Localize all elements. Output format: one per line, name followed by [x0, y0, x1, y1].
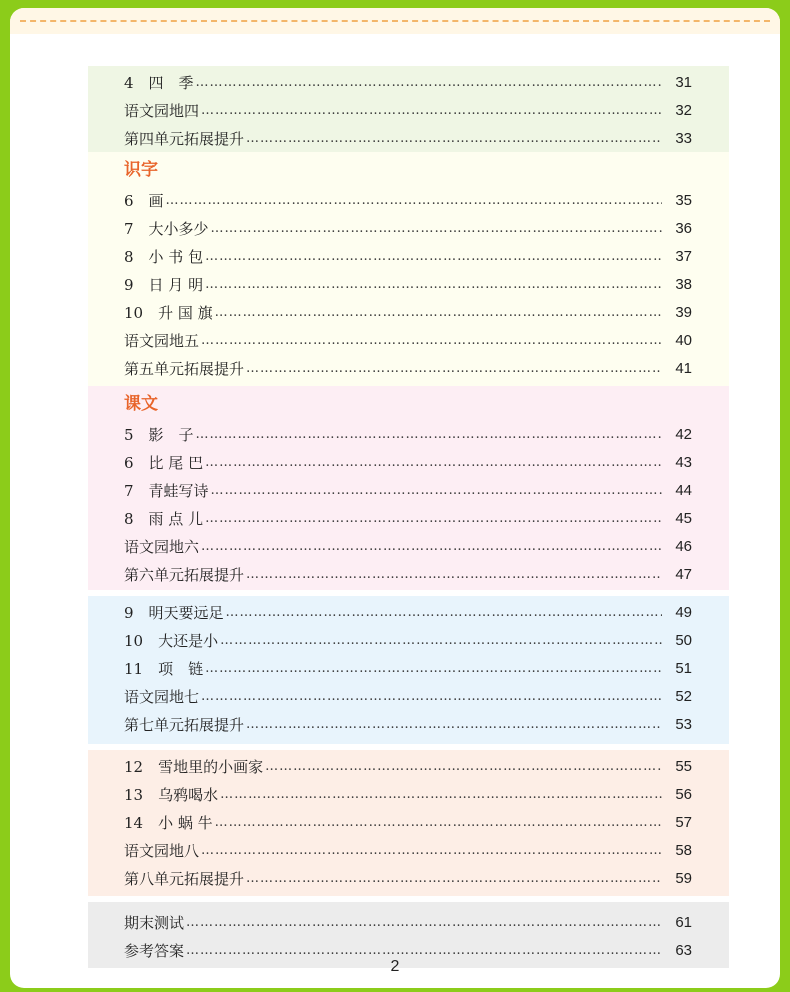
leader-dots	[246, 567, 662, 582]
toc-entry[interactable]	[124, 560, 692, 588]
leader-dots	[246, 717, 662, 732]
toc-entry-page: 41	[675, 359, 692, 377]
toc-entry[interactable]	[124, 504, 692, 532]
toc-section-kewen	[88, 386, 729, 590]
section-heading: 识字	[124, 160, 158, 180]
toc-entry-label: 第七单元拓展提升	[124, 715, 245, 734]
toc-entry-label: 13 乌鸦喝水	[124, 785, 219, 804]
toc-entry-page: 37	[675, 247, 692, 265]
toc-entry-label: 9 日 月 明	[124, 275, 204, 294]
toc-entry-page: 39	[675, 303, 692, 321]
toc-entry[interactable]	[124, 808, 692, 836]
toc-entry[interactable]	[124, 68, 692, 96]
toc-entry-page: 40	[675, 331, 692, 349]
leader-dots	[205, 455, 662, 470]
leader-dots	[201, 333, 662, 348]
book-page	[10, 8, 780, 988]
toc-entry[interactable]	[124, 682, 692, 710]
toc-entry-page: 33	[675, 129, 692, 147]
leader-dots	[166, 193, 662, 208]
leader-dots	[201, 103, 662, 118]
leader-dots	[215, 815, 662, 830]
toc-entry-page: 50	[675, 631, 692, 649]
leader-dots	[201, 843, 662, 858]
toc-entry[interactable]	[124, 96, 692, 124]
toc-entry-page: 61	[675, 913, 692, 931]
toc-entry-label: 7 青蛙写诗	[124, 481, 209, 500]
toc-entry-page: 31	[675, 73, 692, 91]
toc-section-unit8	[88, 750, 729, 896]
dashed-border-line	[20, 20, 770, 22]
leader-dots	[196, 75, 662, 90]
toc-entry-page: 56	[675, 785, 692, 803]
toc-entry-label: 14 小 蜗 牛	[124, 813, 213, 832]
toc-entry-label: 第六单元拓展提升	[124, 565, 245, 584]
toc-entry-label: 第五单元拓展提升	[124, 359, 245, 378]
toc-entry-page: 45	[675, 509, 692, 527]
toc-entry[interactable]	[124, 186, 692, 214]
toc-entry-page: 43	[675, 453, 692, 471]
leader-dots	[201, 539, 662, 554]
table-of-contents	[88, 66, 729, 968]
leader-dots	[246, 361, 662, 376]
toc-entry[interactable]	[124, 420, 692, 448]
toc-entry[interactable]	[124, 864, 692, 892]
leader-dots	[211, 221, 662, 236]
toc-entry-page: 57	[675, 813, 692, 831]
leader-dots	[215, 305, 662, 320]
toc-entry[interactable]	[124, 752, 692, 780]
toc-entry-label: 语文园地四	[124, 101, 200, 120]
toc-entry-label: 期末测试	[124, 913, 185, 932]
toc-section-unit7	[88, 596, 729, 744]
toc-section-unit4	[88, 66, 729, 152]
toc-entry-label: 语文园地八	[124, 841, 200, 860]
leader-dots	[220, 787, 662, 802]
toc-entry-page: 32	[675, 101, 692, 119]
toc-entry[interactable]	[124, 326, 692, 354]
leader-dots	[205, 511, 662, 526]
leader-dots	[196, 427, 662, 442]
toc-entry[interactable]	[124, 598, 692, 626]
leader-dots	[211, 483, 662, 498]
toc-entry-label: 参考答案	[124, 941, 185, 960]
toc-entry-label: 4 四 季	[124, 73, 194, 92]
toc-entry-page: 55	[675, 757, 692, 775]
toc-entry-page: 51	[675, 659, 692, 677]
leader-dots	[205, 277, 662, 292]
toc-entry-label: 8 雨 点 儿	[124, 509, 204, 528]
toc-entry[interactable]	[124, 476, 692, 504]
toc-entry[interactable]	[124, 298, 692, 326]
toc-entry-label: 10 大还是小	[124, 631, 219, 650]
section-heading: 课文	[124, 394, 158, 414]
toc-entry-label: 7 大小多少	[124, 219, 209, 238]
page-number: 2	[390, 958, 400, 975]
toc-entry-label: 语文园地六	[124, 537, 200, 556]
leader-dots	[201, 689, 662, 704]
toc-entry-label: 6 比 尾 巴	[124, 453, 204, 472]
toc-entry[interactable]	[124, 214, 692, 242]
toc-entry[interactable]	[124, 710, 692, 738]
leader-dots	[220, 633, 662, 648]
toc-entry-label: 语文园地七	[124, 687, 200, 706]
leader-dots	[246, 131, 662, 146]
toc-entry-label: 6 画	[124, 191, 164, 210]
toc-entry[interactable]	[124, 654, 692, 682]
toc-entry[interactable]	[124, 124, 692, 152]
leader-dots	[205, 249, 662, 264]
toc-entry-page: 36	[675, 219, 692, 237]
toc-entry-label: 第八单元拓展提升	[124, 869, 245, 888]
toc-entry-page: 42	[675, 425, 692, 443]
toc-entry-label: 10 升 国 旗	[124, 303, 213, 322]
toc-entry-page: 49	[675, 603, 692, 621]
toc-entry[interactable]	[124, 354, 692, 382]
toc-entry-label: 5 影 子	[124, 425, 194, 444]
toc-entry[interactable]	[124, 836, 692, 864]
toc-entry[interactable]	[124, 270, 692, 298]
toc-entry[interactable]	[124, 780, 692, 808]
toc-entry[interactable]	[124, 448, 692, 476]
toc-entry-label: 9 明天要远足	[124, 603, 224, 622]
toc-entry[interactable]	[124, 908, 692, 936]
toc-entry-page: 38	[675, 275, 692, 293]
toc-entry-page: 59	[675, 869, 692, 887]
toc-entry-label: 12 雪地里的小画家	[124, 757, 264, 776]
leader-dots	[186, 915, 662, 930]
leader-dots	[205, 661, 662, 676]
toc-entry[interactable]	[124, 626, 692, 654]
toc-entry-page: 52	[675, 687, 692, 705]
toc-entry-page: 58	[675, 841, 692, 859]
toc-entry-label: 11 项 链	[124, 659, 204, 678]
toc-entry-page: 44	[675, 481, 692, 499]
toc-entry-page: 47	[675, 565, 692, 583]
leader-dots	[246, 871, 662, 886]
toc-entry-label: 语文园地五	[124, 331, 200, 350]
toc-entry-page: 63	[675, 941, 692, 959]
leader-dots	[265, 759, 662, 774]
toc-entry-label: 第四单元拓展提升	[124, 129, 245, 148]
toc-entry-label: 8 小 书 包	[124, 247, 204, 266]
toc-entry-page: 35	[675, 191, 692, 209]
leader-dots	[186, 943, 662, 958]
toc-entry-page: 46	[675, 537, 692, 555]
toc-section-shizi	[88, 152, 729, 386]
toc-entry[interactable]	[124, 532, 692, 560]
toc-entry-page: 53	[675, 715, 692, 733]
leader-dots	[226, 605, 662, 620]
top-decorative-band	[10, 8, 780, 34]
toc-entry[interactable]	[124, 242, 692, 270]
